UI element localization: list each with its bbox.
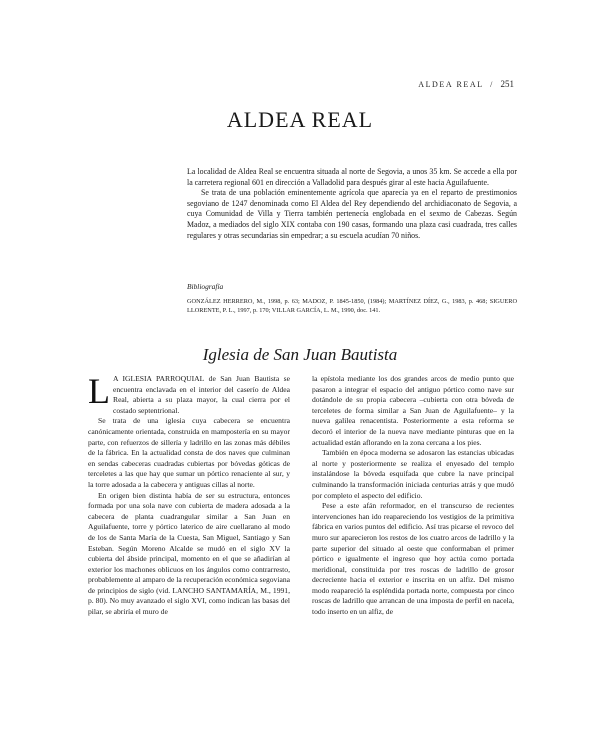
page-number: 251 — [500, 79, 514, 89]
section-title: Iglesia de San Juan Bautista — [202, 345, 398, 364]
right-paragraph-2: También en época moderna se adosaron las estancias ubicadas al norte y posteriormente se realiza el enyesado del templo instalándose la bóveda esquifada que cubre la nave principal culminando la transformación iniciada centurias atrás y que mudó por completo el aspecto del edificio. — [312, 448, 514, 500]
running-head — [418, 79, 514, 89]
running-head-separator: / — [490, 80, 494, 89]
left-paragraph-1-text: de San Juan Bautista se encuentra enclavada en el interior del caserío de Aldea Real, abierta a su plaza mayor, la cual cierra por el costado septentrional. — [113, 374, 290, 415]
intro-paragraph-2: Se trata de una población eminentemente agrícola que aparecía ya en el reparto de prestimonios segoviano de 1247 denominada como El Aldea del Rey dependiendo del archidiaconato de Segovia, a cuya Comunidad de Villa y Tierra también pertenecía englobada en el sexmo de Cabezas. Según Madoz, a mediados del siglo XIX contaba con 190 casas, formando una plaza casi cuadrada, tres calles regulares y otras secundarias sin empedrar; a su escuela acudían 70 niños. — [187, 188, 517, 240]
left-paragraph-3: En origen bien distinta había de ser su estructura, entonces formada por una sola nave con cubierta de madera adosada a la cabecera de planta cuadrangular similar a San Juan en Aguilafuente, torre y pórtico laterico de aire cuellarano al modo de los de Santa María de la Cuesta, San Miguel, Santiago y San Esteban. Según Moreno Alcalde se mudó en el siglo XV la cubierta del ábside principal, momento en el que se añadirían al exterior los machones oblicuos en los ángulos como contrarresto, probablemente al amparo de la recuperación económica segoviana de principios de siglo (vid. LANCHO SANTAMARÍA, M., 1991, p. 80). No muy avanzado el siglo XVI, como indican las basas del pilar, se abriría el muro de — [88, 490, 290, 617]
running-head-title: ALDEA REAL — [418, 80, 484, 89]
lead-smallcaps: A IGLESIA PARROQUIAL — [113, 374, 205, 383]
left-paragraph-1 — [88, 371, 290, 416]
page-title: ALDEA REAL — [226, 107, 374, 132]
right-column — [312, 374, 514, 618]
bibliography-heading: Bibliografía — [187, 282, 224, 291]
right-paragraph-3: Pese a este afán reformador, en el transcurso de recientes intervenciones han ido reapareciendo los vestigios de la primitiva fábrica en varios puntos del edificio. Así tras picarse el revoco del muro sur aparecieron los restos de los cuatro arcos de ladrillo y la parte superior del situado al oeste que conformaban el primer pórtico e igualmente el ingreso que hoy actúa como portada meridional, constituida por tres roscas de ladrillo de grosor decreciente hacia el exterior e inscrita en un alfiz. Del mismo modo reapareció la espléndida portada norte, compuesta por cinco roscas de ladrillo que arrancan de una imposta de perfil en nacela, todo inserto en un alfiz, de — [312, 501, 514, 617]
intro-text — [187, 167, 517, 241]
left-paragraph-2: Se trata de una iglesia cuya cabecera se encuentra canónicamente orientada, construida en mampostería en su mayor parte, con refuerzos de sillería y ladrillo en las zonas más débiles de la fábrica. En la actualidad consta de dos naves que culminan en sendas cabeceras cuadradas cubiertas por bóvedas góticas de terceletes a las que hay que sumar un pórtico renaciente al sur, y la torre adosada a la cabecera y antiguas cillas al norte. — [88, 416, 290, 489]
bibliography-text: GONZÁLEZ HERRERO, M., 1998, p. 63; MADOZ, P. 1845-1850, (1984); MARTÍNEZ DÍEZ, G., 1983, p. 468; SIGUERO LLORENTE, P. L., 1997, p. 170; VILLAR GARCÍA, L. M., 1990, doc. 141. — [187, 298, 517, 315]
drop-cap: L — [88, 371, 110, 411]
intro-paragraph-1: La localidad de Aldea Real se encuentra situada al norte de Segovia, a unos 35 km. Se accede a ella por la carretera regional 601 en dirección a Valladolid para después girar al este hacia Aguilafuente. — [187, 167, 517, 187]
right-paragraph-1: la epístola mediante los dos grandes arcos de medio punto que pasaron a integrar el espacio del antiguo pórtico como nave sur dotándole de su propia cabecera –cubierta con otra bóveda de terceletes de forma similar a San Juan de Aguilafuente– y la nueva galilea renacentista. Posteriormente a esta reforma se decoró el interior de la nueva nave mediante pinturas que en la actualidad están aflorando en la zona cercana a los pies. — [312, 374, 514, 447]
left-column — [88, 371, 290, 618]
